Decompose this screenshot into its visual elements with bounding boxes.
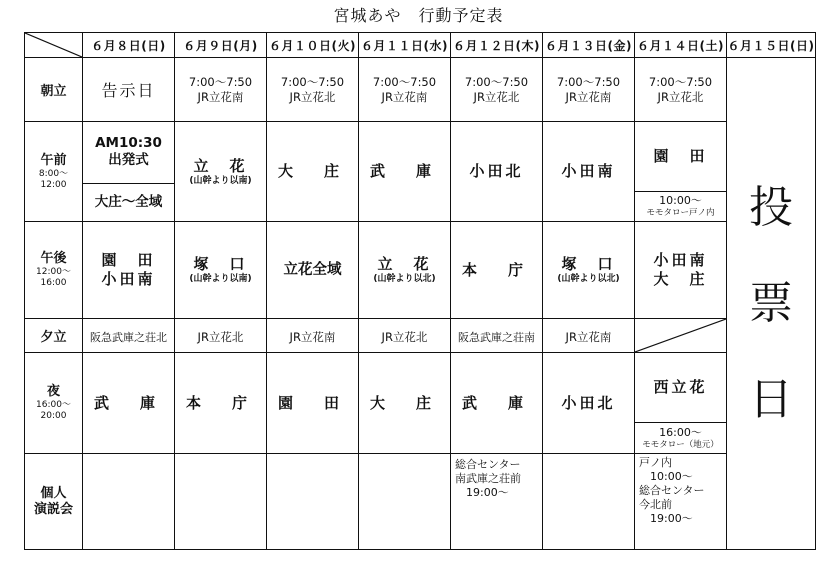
cell-asadachi-d11 xyxy=(359,58,451,122)
cell-kojin-d13 xyxy=(543,454,635,550)
row-label-text: 夕立 xyxy=(40,329,67,345)
row-time-text: 12:00 xyxy=(40,179,67,190)
cell-gogo-d10 xyxy=(267,222,359,319)
row-gogo xyxy=(25,222,816,319)
kokuji-text: 告示日 xyxy=(101,81,156,100)
speech-line: 10:00～ xyxy=(639,470,693,483)
day-header: ６月１２日(木) xyxy=(451,33,543,58)
split-top xyxy=(635,122,726,191)
area-text: 立花全域 xyxy=(283,261,342,278)
area-text: 武 庫 xyxy=(461,393,531,412)
cell-gogo-d13 xyxy=(543,222,635,319)
row-label-text: 午後 xyxy=(40,251,67,266)
row-label-text: 夜 xyxy=(46,384,60,399)
diagonal-line xyxy=(635,319,726,352)
place-text: JR立花南 xyxy=(289,330,336,344)
cell-asadachi-d10 xyxy=(267,58,359,122)
cell-gozen-d11 xyxy=(359,122,451,222)
cell-gogo-d12 xyxy=(451,222,543,319)
place-text: JR立花南 xyxy=(197,89,244,104)
cell-kojin-d8 xyxy=(83,454,175,550)
cell-kojin-d12 xyxy=(451,454,543,550)
cell-asadachi-d13 xyxy=(543,58,635,122)
cell-yudachi-d9 xyxy=(175,319,267,353)
speech-line: 今北前 xyxy=(639,498,672,511)
cell-gogo-d11 xyxy=(359,222,451,319)
row-time-text: 8:00～ xyxy=(38,168,69,179)
day-header: ６月１５日(日) xyxy=(727,33,816,58)
cell-yudachi-d11 xyxy=(359,319,451,353)
row-yudachi xyxy=(25,319,816,353)
row-label xyxy=(25,58,83,122)
cell-gogo-d8 xyxy=(83,222,175,319)
place-text: JR立花南 xyxy=(565,330,612,344)
area-note: (山幹より以北) xyxy=(373,274,436,284)
row-label xyxy=(25,222,83,319)
area-text: 武 庫 xyxy=(93,393,163,412)
row-label xyxy=(25,122,83,222)
area-text: 小田南 xyxy=(653,251,708,269)
area-text: 小田南 xyxy=(101,270,156,288)
day-header: ６月８日(日) xyxy=(83,33,175,58)
area-note: (山幹より以北) xyxy=(557,274,620,284)
page-title: 宮城あや 行動予定表 xyxy=(333,6,504,25)
area-text: 本 庁 xyxy=(185,393,255,412)
area-text: 塚 口 xyxy=(193,255,248,273)
place-text: 阪急武庫之荘北 xyxy=(90,331,167,344)
cell-yudachi-d13 xyxy=(543,319,635,353)
area-text: 本 庁 xyxy=(461,260,531,279)
place-text: JR立花北 xyxy=(381,330,428,344)
cell-yoru-d12 xyxy=(451,353,543,454)
cell-yoru-d13 xyxy=(543,353,635,454)
time-text: 7:00～7:50 xyxy=(556,74,621,89)
cell-kojin-d9 xyxy=(175,454,267,550)
area-text: 立 花 xyxy=(193,156,248,175)
split-top xyxy=(83,122,174,183)
place-text: モモタロー（地元） xyxy=(642,439,719,450)
cell-kojin-d11 xyxy=(359,454,451,550)
cell-yudachi-d14-empty xyxy=(635,319,727,353)
cell-gozen-d10 xyxy=(267,122,359,222)
area-text: 立 花 xyxy=(377,255,432,273)
area-note: (山幹より以南) xyxy=(189,274,252,284)
row-time-text: 20:00 xyxy=(40,411,67,421)
row-label-text: 個人 xyxy=(40,485,67,501)
cell-asadachi-d14 xyxy=(635,58,727,122)
schedule-table xyxy=(24,32,816,550)
area-text: 大 庄 xyxy=(369,393,439,412)
cell-yudachi-d10 xyxy=(267,319,359,353)
cell-asadachi-d12 xyxy=(451,58,543,122)
day-header: ６月９日(月) xyxy=(175,33,267,58)
place-text: JR立花南 xyxy=(381,89,428,104)
row-label xyxy=(25,454,83,550)
area-text: 園 田 xyxy=(653,146,708,165)
split-bottom xyxy=(635,191,726,221)
row-label xyxy=(25,319,83,353)
row-kojin xyxy=(25,454,816,550)
area-text: 小田北 xyxy=(561,393,616,412)
day-header: ６月１４日(土) xyxy=(635,33,727,58)
day-header: ６月１３日(金) xyxy=(543,33,635,58)
cell-yudachi-d12 xyxy=(451,319,543,353)
diagonal-line xyxy=(25,33,82,57)
event-text: 出発式 xyxy=(108,152,149,169)
header-row xyxy=(25,33,816,58)
vote-char: 票 xyxy=(749,277,793,329)
cell-gozen-d8 xyxy=(83,122,175,222)
time-text: 7:00～7:50 xyxy=(464,74,529,89)
split-bottom xyxy=(83,183,174,221)
area-text: 園 田 xyxy=(101,251,156,269)
place-text: JR立花北 xyxy=(473,89,520,104)
day-header: ６月１０日(火) xyxy=(267,33,359,58)
place-text: JR立花南 xyxy=(565,89,612,104)
speech-line: 南武庫之荘前 xyxy=(455,472,521,485)
row-time-text: 12:00～ xyxy=(36,267,71,277)
place-text: モモタロー戸ノ内 xyxy=(646,207,715,218)
area-note: (山幹より以南) xyxy=(189,175,252,186)
area-text: 武 庫 xyxy=(369,162,439,180)
split-top xyxy=(635,353,726,422)
split-bottom xyxy=(635,422,726,453)
time-text: 16:00～ xyxy=(659,425,702,439)
speech-line: 19:00～ xyxy=(639,512,693,525)
cell-gozen-d9 xyxy=(175,122,267,222)
cell-asadachi-d8 xyxy=(83,58,175,122)
area-text: 小田南 xyxy=(561,162,616,180)
area-text: 大 庄 xyxy=(277,162,347,180)
row-asadachi xyxy=(25,58,816,122)
row-label-text: 演説会 xyxy=(33,501,73,517)
row-time-text: 16:00～ xyxy=(36,400,71,410)
cell-kojin-d14 xyxy=(635,454,727,550)
row-label-text: 午前 xyxy=(40,152,67,168)
cell-gozen-d12 xyxy=(451,122,543,222)
cell-yudachi-d8 xyxy=(83,319,175,353)
area-text: 小田北 xyxy=(469,162,524,180)
cell-gogo-d14 xyxy=(635,222,727,319)
vote-char: 投 xyxy=(749,181,793,233)
row-time-text: 16:00 xyxy=(40,278,67,288)
area-text: 大庄～全域 xyxy=(94,193,163,210)
place-text: JR立花北 xyxy=(197,330,244,344)
speech-line: 19:00～ xyxy=(455,486,509,499)
time-text: 10:00～ xyxy=(659,193,702,207)
cell-kojin-d10 xyxy=(267,454,359,550)
place-text: JR立花北 xyxy=(289,89,336,104)
cell-asadachi-d9 xyxy=(175,58,267,122)
cell-yoru-d11 xyxy=(359,353,451,454)
row-label-text: 朝立 xyxy=(40,83,67,99)
time-text: AM10:30 xyxy=(95,135,162,152)
cell-gozen-d14 xyxy=(635,122,727,222)
time-text: 7:00～7:50 xyxy=(372,74,437,89)
area-text: 園 田 xyxy=(277,393,347,412)
cell-yoru-d10 xyxy=(267,353,359,454)
cell-gogo-d9 xyxy=(175,222,267,319)
day-header: ６月１１日(水) xyxy=(359,33,451,58)
vote-day-cell xyxy=(727,58,816,550)
place-text: 阪急武庫之荘南 xyxy=(458,331,535,344)
time-text: 7:00～7:50 xyxy=(188,74,253,89)
row-yoru xyxy=(25,353,816,454)
speech-line: 戸ノ内 xyxy=(639,456,672,469)
cell-yoru-d8 xyxy=(83,353,175,454)
corner-cell xyxy=(25,33,83,58)
cell-gozen-d13 xyxy=(543,122,635,222)
cell-yoru-d9 xyxy=(175,353,267,454)
area-text: 大 庄 xyxy=(653,270,708,288)
time-text: 7:00～7:50 xyxy=(648,74,713,89)
speech-line: 総合センター xyxy=(455,458,521,471)
speech-line: 総合センター xyxy=(639,484,705,497)
area-text: 塚 口 xyxy=(561,255,616,273)
place-text: JR立花北 xyxy=(657,89,704,104)
time-text: 7:00～7:50 xyxy=(280,74,345,89)
row-gozen xyxy=(25,122,816,222)
area-text: 西立花 xyxy=(653,378,708,397)
cell-yoru-d14 xyxy=(635,353,727,454)
vote-char: 日 xyxy=(749,373,793,425)
row-label xyxy=(25,353,83,454)
